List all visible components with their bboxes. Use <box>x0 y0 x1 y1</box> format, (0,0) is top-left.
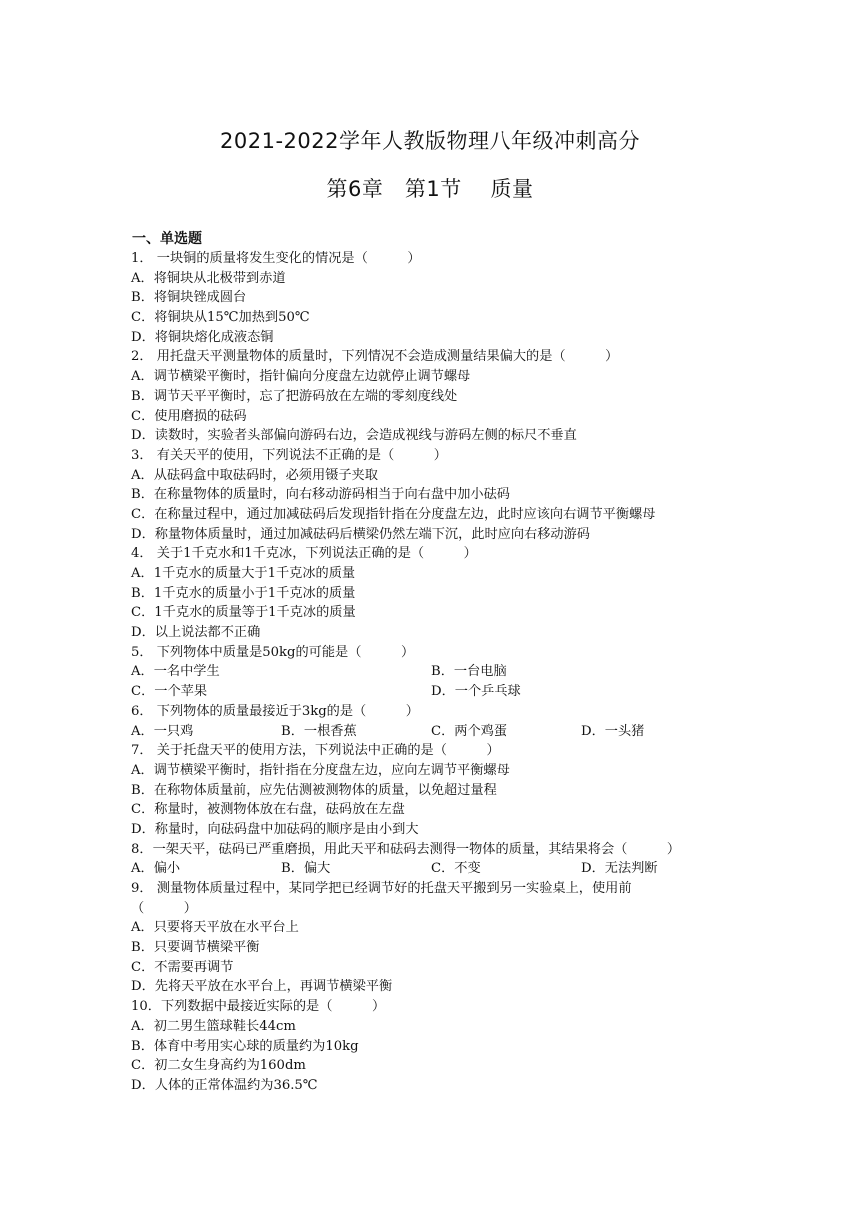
option: C．称量时，被测物体放在右盘，砝码放在左盘 <box>131 802 405 818</box>
option: C．不变 <box>431 861 481 877</box>
option: A．偏小 <box>131 861 181 877</box>
option: C．将铜块从15℃加热到50℃ <box>131 310 310 326</box>
option: D．一头猪 <box>581 723 645 739</box>
option: B．一根香蕉 <box>281 723 357 739</box>
option: B．体育中考用实心球的质量约为10kg <box>131 1038 359 1054</box>
option: C．一个苹果 <box>131 684 208 700</box>
option: C．1千克水的质量等于1千克冰的质量 <box>131 605 356 621</box>
option: B．在称量物体的质量时，向右移动游码相当于向右盘中加小砝码 <box>131 487 510 503</box>
document-title: 2021-2022学年人教版物理八年级冲刺高分 <box>220 129 640 153</box>
option: D．将铜块熔化成液态铜 <box>131 329 274 345</box>
option: A．调节横梁平衡时，指针指在分度盘左边，应向左调节平衡螺母 <box>131 762 510 778</box>
question-stem: 6． 下列物体的质量最接近于3kg的是（ ） <box>131 703 419 719</box>
question-stem: 7． 关于托盘天平的使用方法，下列说法中正确的是（ ） <box>131 743 500 759</box>
option: B．只要调节横梁平衡 <box>131 940 260 956</box>
question-stem: 8．一架天平，砝码已严重磨损，用此天平和砝码去测得一物体的质量，其结果将会（ ） <box>131 841 681 857</box>
question-stem: 5． 下列物体中质量是50kg的可能是（ ） <box>131 644 415 660</box>
option: B．1千克水的质量小于1千克冰的质量 <box>131 585 356 601</box>
option: A．一只鸡 <box>131 723 194 739</box>
option: A．从砝码盒中取砝码时，必须用镊子夹取 <box>131 467 378 483</box>
option: D．称量物体质量时，通过加减砝码后横梁仍然左端下沉，此时应向右移动游码 <box>131 526 590 542</box>
section-heading: 一、单选题 <box>132 231 202 247</box>
question-list <box>131 249 751 1096</box>
option: B．在称物体质量前，应先估测被测物体的质量，以免超过量程 <box>131 782 497 798</box>
question-stem: 3． 有关天平的使用，下列说法不正确的是（ ） <box>131 447 447 463</box>
option: C．初二女生身高约为160dm <box>131 1058 306 1074</box>
option-row <box>131 859 751 879</box>
option-row <box>131 682 751 702</box>
option: B．一台电脑 <box>431 664 507 680</box>
option: B．偏大 <box>281 861 331 877</box>
option: D．以上说法都不正确 <box>131 625 261 641</box>
option: B．调节天平平衡时，忘了把游码放在左端的零刻度线处 <box>131 388 458 404</box>
option: C．不需要再调节 <box>131 959 234 975</box>
document-subtitle: 第6章 第1节 质量 <box>326 177 534 201</box>
question-stem: 4． 关于1千克水和1千克冰，下列说法正确的是（ ） <box>131 546 477 562</box>
option: C．两个鸡蛋 <box>431 723 508 739</box>
option: D．先将天平放在水平台上，再调节横梁平衡 <box>131 979 393 995</box>
option: D．无法判断 <box>581 861 658 877</box>
option: D．读数时，实验者头部偏向游码右边，会造成视线与游码左侧的标尺不垂直 <box>131 428 577 444</box>
question-stem: 10．下列数据中最接近实际的是（ ） <box>131 999 386 1015</box>
option-row <box>131 662 751 682</box>
option: A．将铜块从北极带到赤道 <box>131 270 286 286</box>
question-stem: 9． 测量物体质量过程中，某同学把已经调节好的托盘天平搬到另一实验桌上，使用前 <box>131 881 632 896</box>
option: C．在称量过程中，通过加减砝码后发现指针指在分度盘左边，此时应该向右调节平衡螺母 <box>131 506 656 522</box>
option: A．1千克水的质量大于1千克冰的质量 <box>131 566 356 581</box>
question-stem: 1． 一块铜的质量将发生变化的情况是（ ） <box>131 251 421 266</box>
option: A．只要将天平放在水平台上 <box>131 920 299 936</box>
option: D．称量时，向砝码盘中加砝码的顺序是由小到大 <box>131 821 419 837</box>
option: D．一个乒乓球 <box>431 684 521 700</box>
option: A．初二男生篮球鞋长44cm <box>131 1018 296 1034</box>
option: C．使用磨损的砝码 <box>131 408 247 424</box>
option-row <box>131 722 751 742</box>
option: B．将铜块锉成圆台 <box>131 290 247 306</box>
option: A．一名中学生 <box>131 664 220 680</box>
option: D．人体的正常体温约为36.5℃ <box>131 1077 318 1093</box>
question-stem: 2． 用托盘天平测量物体的质量时，下列情况不会造成测量结果偏大的是（ ） <box>131 349 619 365</box>
question-stem-continued: （ ） <box>131 900 197 916</box>
option: A．调节横梁平衡时，指针偏向分度盘左边就停止调节螺母 <box>131 369 471 385</box>
